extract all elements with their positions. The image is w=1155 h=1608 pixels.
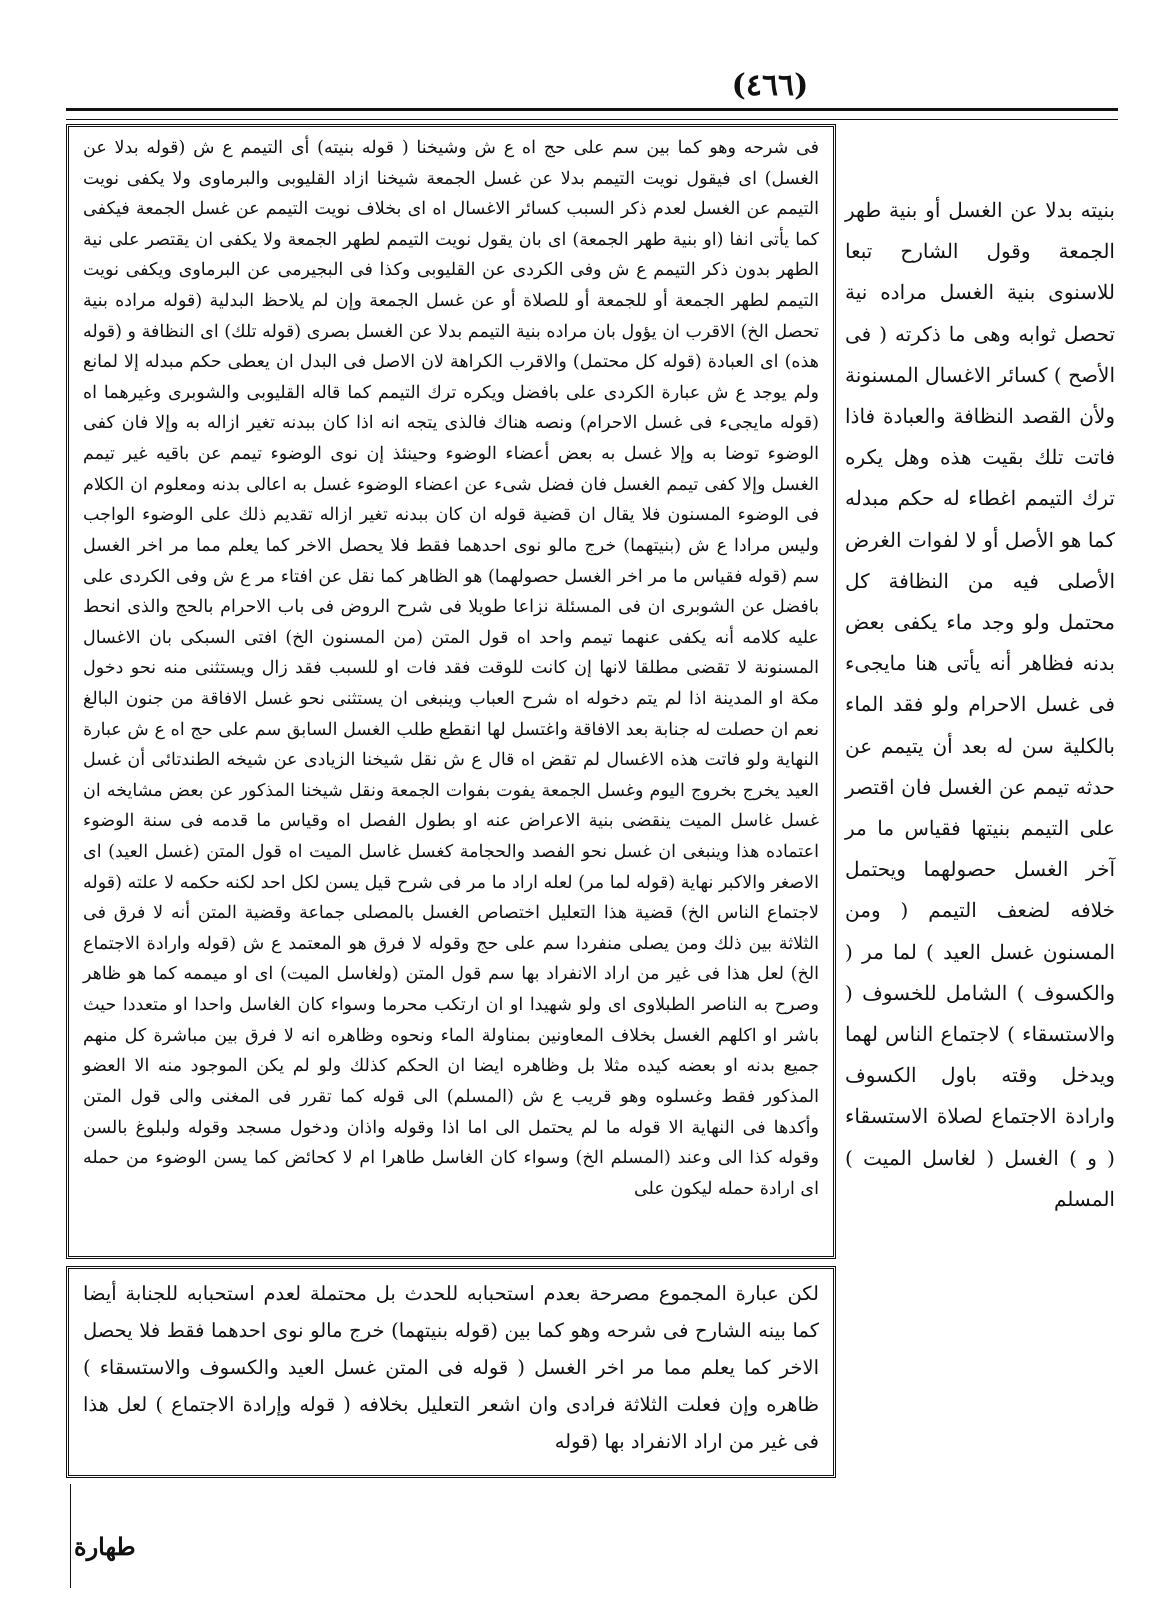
- side-column: [845, 124, 1115, 1234]
- main-text-box: [66, 124, 836, 1259]
- margin-rule: [70, 1484, 71, 1588]
- top-rule: [66, 108, 1118, 120]
- footnote-box: [66, 1266, 836, 1478]
- side-base-text: بنيته بدلا عن الغسل أو بنية طهر الجمعة وقول الشارح تبعا للاسنوى بنية الغسل مراده نية تحصل ثوابه وهى ما ذكرته ( فى الأصح ) كسائر الاغسال المسنونة ولأن القصد النظافة والعبادة فاذا فاتت تلك بقيت هذه وهل يكره ترك التيمم اغطاء له حكم مبدله كما هو الأصل أو لا لفوات الغرض الأصلى فيه من النظافة كل محتمل ولو وجد ماء يكفى بعض بدنه فظاهر أنه يأتى هنا مايجىء فى غسل الاحرام ولو فقد الماء بالكلية سن له بعد أن يتيمم عن حدثه تيمم عن الغسل فان اقتصر على التيمم بنيتها فقياس ما مر آخر الغسل حصولهما ويحتمل خلافه لضعف التيمم ( ومن المسنون غسل العيد ) لما مر ( والكسوف ) الشامل للخسوف ( والاستسقاء ) لاجتماع الناس لهما ويدخل وقته باول الكسوف وارادة الاجتماع لصلاة الاستسقاء ( و ) الغسل ( لغاسل الميت ) المسلم: [845, 198, 1115, 1211]
- main-commentary-text: فى شرحه وهو كما بين سم على حج اه ع ش وشيخنا ( قوله بنيته) أى التيمم ع ش (قوله بدلا عن الغسل) اى فيقول نويت التيمم بدلا عن غسل الجمعة شيخنا ازاد القليوبى والبرماوى ولا يكفى نويت التيمم عن الغسل لعدم ذكر السبب كسائر الاغسال اه اى بخلاف نويت التيمم عن غسل الجمعة فيكفى كما يأتى انفا (او بنية طهر الجمعة) اى بان يقول نويت التيمم لطهر الجمعة ولا يكفى ان يقتصر على نية الطهر بدون ذكر التيمم ع ش وفى الكردى عن القليوبى وكذا فى البجيرمى عن البرماوى ويكفى نويت التيمم لطهر الجمعة أو للجمعة أو للصلاة أو عن غسل الجمعة وإن لم يلاحظ البدلية (قوله مراده بنية تحصل الخ) الاقرب ان يؤول بان مراده بنية التيمم بدلا عن الغسل بصرى (قوله تلك) اى النظافة و (قوله هذه) اى العبادة (قوله كل محتمل) والاقرب الكراهة لان الاصل فى البدل ان يعطى حكم مبدله إلا لمانع ولم يوجد ع ش عبارة الكردى على بافضل ويكره ترك التيمم كما قاله القليوبى والشوبرى وغيرهما اه (قوله مايجىء فى غسل الاحرام) ونصه هناك فالذى يتجه انه اذا كان ببدنه تغير ازاله به وإلا فان كفى الوضوء توضا به وإلا غسل به بعض أعضاء الوضوء وحينئذ إن نوى الوضوء تيمم عن باقيه غير تيمم الغسل وإلا كفى تيمم الغسل فان فضل شىء عن اعضاء الوضوء غسل به اعالى بدنه ومعلوم ان الكلام فى الوضوء المسنون فلا يقال ان قضية قوله ان كان ببدنه تغير ازاله تقديم ذلك على الوضوء الواجب وليس مرادا ع ش (بنيتهما) خرج مالو نوى احدهما فقط فلا يحصل الاخر كما يعلم مما مر اخر الغسل سم (قوله فقياس ما مر اخر الغسل حصولهما) هو الظاهر كما نقل عن افتاء مر ع ش وفى الكردى على بافضل عن الشوبرى ان فى المسئلة نزاعا طويلا فى شرح الروض فى باب الاحرام بالحج والذى انحط عليه كلامه أنه يكفى عنهما تيمم واحد اه قول المتن (من المسنون الخ) افتى السبكى بان الاغسال المسنونة لا تقضى مطلقا لانها إن كانت للوقت فقد فات او للسبب فقد زال ويستثنى منه نحو دخول مكة او المدينة اذا لم يتم دخوله اه شرح العباب وينبغى ان يستثنى نحو غسل الافاقة من جنون البالغ نعم ان حصلت له جنابة بعد الافاقة واغتسل لها انقطع طلب الغسل السابق سم على حج اه ع ش عبارة النهاية ولو فاتت هذه الاغسال لم تقض اه قال ع ش نقل شيخنا الزيادى عن شيخه الطندتائى أن غسل العيد يخرج بخروج اليوم وغسل الجمعة يفوت بفوات الجمعة ونقل شيخنا المذكور عن بعض مشايخه ان غسل غاسل الميت ينقضى بنية الاعراض عنه او بطول الفصل اه وقياس ما قدمه فى سنة الوضوء اعتماده هذا وينبغى ان غسل نحو الفصد والحجامة كغسل غاسل الميت اه قول المتن (غسل العيد) اى الاصغر والاكبر نهاية (قوله لما مر) لعله اراد ما مر فى شرح قيل يسن لكل احد لكنه حكمه لا علته (قوله لاجتماع الناس الخ) قضية هذا التعليل اختصاص الغسل بالمصلى جماعة وقضية المتن أنه لا فرق فى الثلاثة بين ذلك ومن يصلى منفردا سم على حج وقوله لا فرق هو المعتمد ع ش (قوله وارادة الاجتماع الخ) لعل هذا فى غير من اراد الانفراد بها سم قول المتن (ولغاسل الميت) اى او ميممه كما هو ظاهر وصرح به الناصر الطبلاوى اى ولو شهيدا او ان ارتكب محرما وسواء كان الغاسل واحدا او متعددا حيث باشر او اكلهم الغسل بخلاف المعاونين بمناولة الماء ونحوه وظاهره انه لا فرق بين مباشرة كل منهم جميع بدنه او بعضه كيده مثلا بل وظاهره ايضا ان الحكم كذلك ولو لم يكن الموجود منه الا العضو المذكور فقط وغسلوه وهو قريب ع ش (المسلم) الى قوله كما تقرر فى المغنى والى قول المتن وأكدها فى النهاية الا قوله ما لم يحتمل الى اما اذا وقوله واذان ودخول مسجد وقوله ولبلوغ بالسن وقوله كذا الى وعند (المسلم الخ) وسواء كان الغاسل طاهرا ام لا كحائض كما يسن الوضوء من حمله اى ارادة حمله ليكون على: [83, 138, 819, 1199]
- footnote-text: لكن عبارة المجموع مصرحة بعدم استحبابه للحدث بل محتملة لعدم استحبابه للجنابة أيضا كما بينه الشارح فى شرحه وهو كما بين (قوله بنيتهما) خرج مالو نوى احدهما فقط فلا يحصل الاخر كما يعلم مما مر اخر الغسل ( قوله فى المتن غسل العيد والكسوف والاستسقاء ) ظاهره وإن فعلت الثلاثة فرادى وان اشعر التعليل بخلافه ( قوله وإرادة الاجتماع ) لعل هذا فى غير من اراد الانفراد بها (قوله: [83, 1282, 819, 1453]
- page-number: (٤٦٦): [731, 68, 809, 103]
- section-catchword: طهارة: [74, 1532, 136, 1561]
